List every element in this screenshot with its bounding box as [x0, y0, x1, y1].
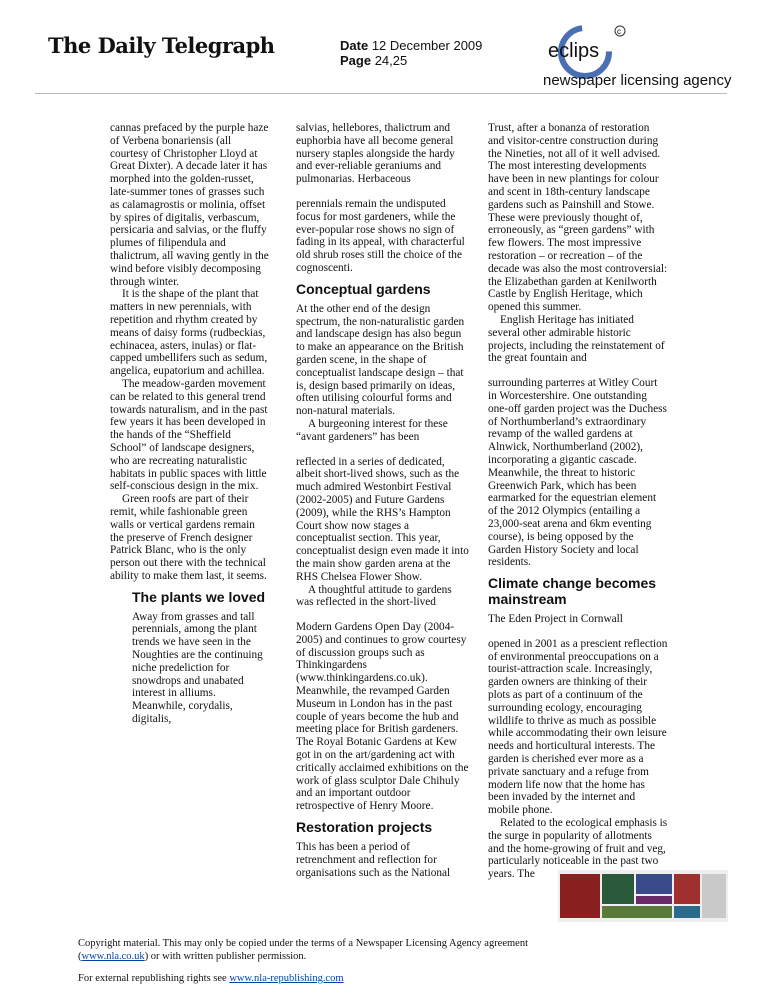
paragraph: Away from grasses and tall perennials, among the plant trends we have seen in the Noughties are the continuing niche predeliction for snowdrops and unabated interest in alliums. Meanwhile, corydalis, digitalis, [132, 610, 263, 726]
paragraph: Modern Gardens Open Day (2004-2005) and continues to grow courtesy of discussion groups such as Thinkingardens (www.thinkingardens.co.uk). Meanwhile, the revamped Garden Museum in London has in the past couple of years become the hub and meeting place for British gardeners. The Royal Botanic Gardens at Kew got in on the art/gardening act with critically acclaimed exhibitions on the work of glass sculptor Dale Chihuly and an important outdoor retrospective of Henry Moore. [296, 621, 469, 813]
paragraph: It is the shape of the plant that matters in new perennials, with repetition and rhythm created by means of daisy forms (rudbeckias, echinacea, asters, inulas) or flat-capped umbellifers such as sedum, angelica, eupatorium and achillea. [110, 288, 268, 378]
date-value: 12 December 2009 [371, 38, 483, 53]
article-column-3 [488, 122, 668, 881]
date-label: Date [340, 38, 369, 53]
eclips-logo-text [548, 40, 599, 63]
clip-metadata [340, 38, 482, 68]
logo-prefix: e [548, 40, 560, 62]
paragraph: The Eden Project in Cornwall [488, 613, 623, 626]
section-heading: Climate change becomes mainstream [488, 575, 657, 608]
logo-word: clips [559, 40, 600, 62]
section-heading: Restoration projects [296, 819, 433, 836]
paragraph: Related to the ecological emphasis is the surge in popularity of allotments and the home-growing of fruit and veg, particularly noticeable in the past two years. The [488, 817, 668, 881]
paragraph: A burgeoning interest for these “avant gardeners” has been [296, 417, 448, 443]
paragraph: A thoughtful attitude to gardens was reflected in the short-lived [296, 583, 452, 609]
nla-link[interactable]: www.nla.co.uk [81, 951, 145, 962]
republishing-text: For external republishing rights see [78, 973, 230, 984]
copyright-text: Copyright material. This may only be copied under the terms of a Newspaper Licensing Agency agreement ( [78, 938, 529, 962]
section-heading: The plants we loved [132, 588, 266, 605]
paragraph: reflected in a series of dedicated, albeit short-lived shows, such as the much admired Westonbirt Festival (2002-2005) and Future Gardens (2009), while the RHS’s Hampton Court show now stages a conceptualist section. This year, conceptualist design even made it into the main show garden arena at the RHS Chelsea Flower Show. [296, 455, 469, 583]
svg-text:c: c [617, 27, 621, 36]
page-thumbnail [558, 870, 728, 922]
paragraph: cannas prefaced by the purple haze of Verbena bonariensis (all courtesy of Christopher Lloyd at Great Dixter). A decade later it has morphed into the golden-russet, late-summer tones of grasses such as calamagrostis or molinia, offset by spires of digitalis, verbascum, persicaria and salvias, or the fluffy plumes of filipendula and thalictrum, all waving gently in the wind before visibly decomposing through winter. [110, 122, 269, 288]
copyright-line [78, 937, 548, 963]
article-column-1 [110, 122, 270, 726]
republishing-line [78, 972, 548, 985]
section-heading: Conceptual gardens [296, 280, 431, 297]
copyright-text-end: ) or with written publisher permission. [144, 951, 307, 962]
page-value: 24,25 [374, 53, 408, 68]
article-column-2 [296, 122, 471, 879]
paragraph: English Heritage has initiated several other admirable historic projects, including the reinstatement of the great fountain and [488, 313, 665, 365]
newspaper-masthead: The Daily Telegraph [48, 33, 275, 58]
page-label: Page [340, 53, 372, 68]
agency-name: newspaper licensing agency [543, 72, 732, 89]
paragraph: perennials remain the undisputed focus for most gardeners, while the ever-popular rose shows no sign of fading in its appeal, with characterful old shrub roses still the choice of the cognoscenti. [296, 197, 465, 274]
paragraph: Trust, after a bonanza of restoration and visitor-centre construction during the Nineties, not all of it well advised. The most interesting developments have been in new plantings for colour and scent in 18th-century landscape gardens such as Painshill and Stowe. These were previously thought of, erroneously, as “green gardens” with few flowers. The most impressive restoration – or recreation – of the decade was also the most controversial: the Elizabethan garden at Kenilworth Castle by English Heritage, which opened this summer. [488, 122, 668, 314]
header-divider [35, 93, 727, 94]
paragraph: opened in 2001 as a prescient reflection of environmental preoccupations on a tourist-attraction scale. Increasingly, garden owners are thinking of their plots as part of a continuum of the surrounding ecology, encouraging wildlife to thrive as much as possible while accommodating their own leisure needs and horticultural interests. The garden is cherished ever more as a private sanctuary and a refuge from modern life now that the home has been invaded by the internet and mobile phone. [488, 637, 668, 817]
paragraph: salvias, hellebores, thalictrum and euphorbia have all become general nursery staples alongside the hardy and ever-reliable geraniums and pulmonarias. Herbaceous [296, 122, 455, 186]
nla-republishing-link[interactable]: www.nla-republishing.com [229, 973, 344, 984]
paragraph: Green roofs are part of their remit, while fashionable green walls or vertical gardens remain the preserve of French designer Patrick Blanc, who is the only person out there with the technical ability to make them last, it seems. [110, 493, 267, 582]
paragraph: surrounding parterres at Witley Court in Worcestershire. One outstanding one-off garden project was the Duchess of Northumberland’s extraordinary revamp of the walled gardens at Alnwick, Northumberland (2002), incorporating a gigantic cascade. Meanwhile, the threat to historic Greenwich Park, which has been earmarked for the equestrian element of the 2012 Olympics (entailing a 23,000-seat arena and 6km eventing course), is being opposed by the Garden History Society and local residents. [488, 377, 667, 569]
paragraph: This has been a period of retrenchment and reflection for organisations such as the National [296, 841, 451, 879]
copyright-footer [78, 937, 548, 985]
paragraph: The meadow-garden movement can be related to this general trend towards naturalism, and in the past few years it has been developed in the hands of the “Sheffield School” of landscape designers, who are recreating naturalistic habitats in public spaces with little self-conscious design in the mix. [110, 377, 268, 493]
paragraph: At the other end of the design spectrum, the non-naturalistic garden and landscape design has also begun to make an appearance on the British garden scene, in the shape of conceptualist landscape design – that is, design based primarily on ideas, often utilising colourful forms and non-natural materials. [296, 302, 465, 418]
